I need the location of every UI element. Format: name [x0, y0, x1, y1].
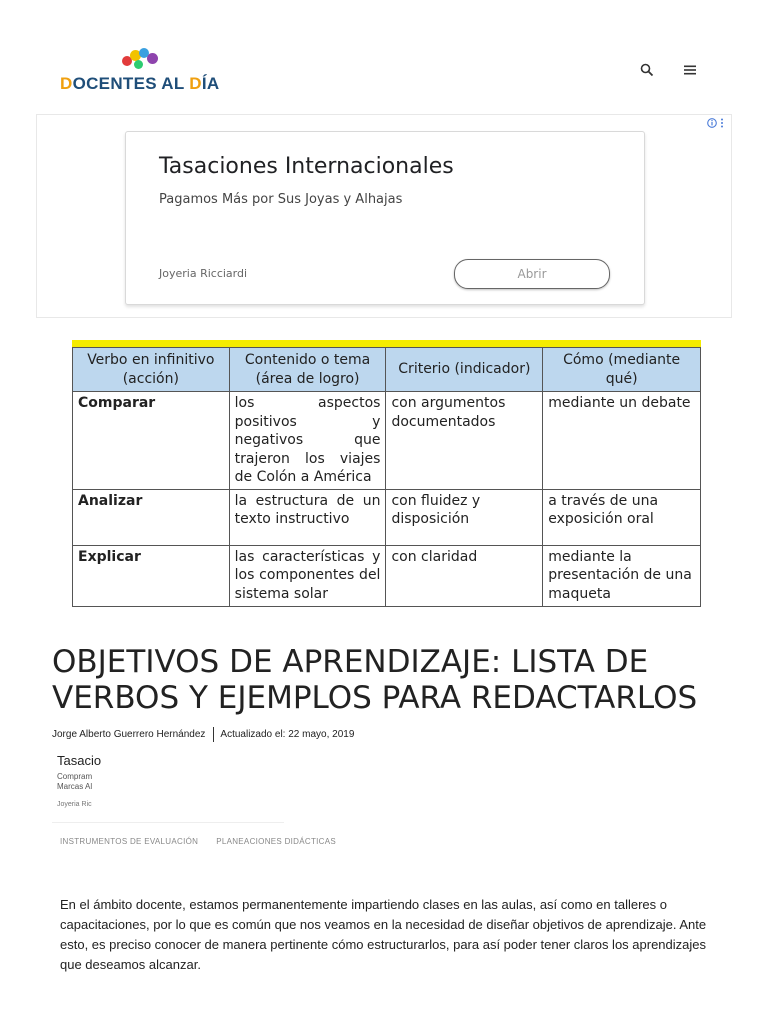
table-header-cell: Contenido o tema (área de logro) [229, 348, 386, 392]
inline-ad-line-1: Compram [57, 772, 93, 781]
ad-subtitle: Pagamos Más por Sus Joyas y Alhajas [159, 192, 403, 207]
tag-link[interactable]: PLANEACIONES DIDÁCTICAS [216, 837, 337, 846]
table-row [73, 392, 701, 490]
table-header-cell: Verbo en infinitivo (acción) [73, 348, 230, 392]
figure-yellow-bar [72, 340, 701, 347]
logo-bubbles-icon [122, 48, 162, 74]
table-header-row [73, 348, 701, 392]
table-cell-criterion: con fluidez y disposición [386, 489, 543, 545]
table-cell-criterion: con claridad [386, 545, 543, 606]
ad-advertiser: Joyeria Ricciardi [159, 267, 248, 280]
tag-link[interactable]: INSTRUMENTOS DE EVALUACIÓN [60, 837, 199, 846]
featured-image-table [72, 340, 701, 602]
logo-word-ia: ÍA [201, 74, 220, 93]
inline-ad[interactable] [52, 748, 284, 823]
inline-ad-line-2: Marcas Al [57, 782, 93, 791]
table-cell-criterion: con argumentos documentados [386, 392, 543, 490]
objectives-table [72, 347, 701, 607]
ad-banner[interactable] [36, 114, 732, 318]
ad-title[interactable]: Tasaciones Internacionales [159, 154, 454, 179]
article-intro-paragraph: En el ámbito docente, estamos permanentemente impartiendo clases en las aulas, así como en talleres o capacitaciones, por lo que es común que nos veamos en la necesidad de diseñar objetivos de aprendizaje. Ante esto, es preciso conocer de manera pertinente cómo estructurarlos, para así poder tener claros los aprendizajes que deseamos alcanzar. [60, 897, 707, 972]
meta-divider [213, 727, 214, 742]
logo-word-docentes-al: OCENTES AL [72, 74, 190, 93]
table-row [73, 545, 701, 606]
table-cell-how: mediante la presentación de una maqueta [543, 545, 701, 606]
table-cell-verb: Explicar [73, 545, 230, 606]
hamburger-menu-icon[interactable] [680, 60, 700, 80]
table-cell-content: las características y los componentes del sistema solar [229, 545, 386, 606]
updated-date: Actualizado el: 22 mayo, 2019 [220, 729, 355, 741]
table-cell-verb: Comparar [73, 392, 230, 490]
logo-letter-d-2: D [189, 74, 202, 93]
site-header [0, 0, 768, 112]
inline-ad-title[interactable]: Tasacio [57, 753, 102, 768]
table-cell-how: a través de una exposición oral [543, 489, 701, 545]
table-row [73, 489, 701, 545]
article-title: OBJETIVOS DE APRENDIZAJE: LISTA DE VERBOS Y EJEMPLOS PARA REDACTARLOS [52, 644, 698, 716]
ad-card[interactable] [125, 131, 645, 305]
article-meta [52, 727, 354, 742]
table-cell-content: la estructura de un texto instructivo [229, 489, 386, 545]
author-link[interactable]: Jorge Alberto Guerrero Hernández [52, 729, 206, 741]
logo-letter-d: D [60, 74, 73, 93]
ad-choices-icon[interactable] [707, 117, 727, 132]
table-cell-content: los aspectos positivos y negativos que trajeron los viajes de Colón a América [229, 392, 386, 490]
inline-ad-advertiser: Joyeria Ric [57, 801, 92, 808]
ad-open-button[interactable]: Abrir [454, 259, 610, 289]
table-cell-how: mediante un debate [543, 392, 701, 490]
logo-text [60, 74, 219, 94]
table-cell-verb: Analizar [73, 489, 230, 545]
search-icon[interactable] [637, 60, 657, 80]
table-header-cell: Cómo (mediante qué) [543, 348, 701, 392]
table-header-cell: Criterio (indicador) [386, 348, 543, 392]
inline-ad-content[interactable] [52, 748, 102, 818]
article-tags [60, 837, 354, 846]
